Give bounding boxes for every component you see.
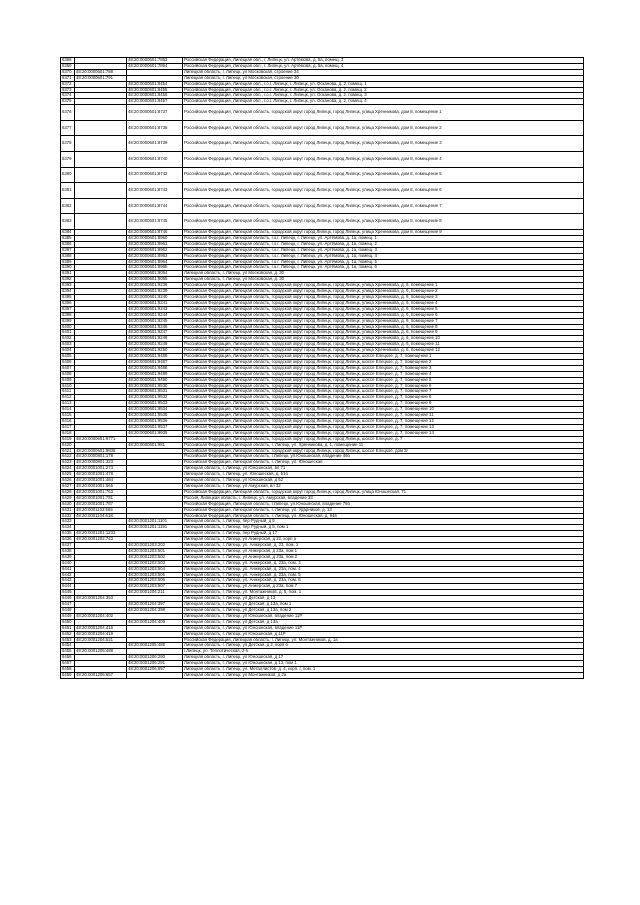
parcel-number-cell: 48:20:0000801:323 bbox=[75, 460, 127, 466]
premises-number-cell: 48:20:0000601:8737 bbox=[127, 105, 183, 121]
premises-number-cell: 48:20:0000601:9247 bbox=[127, 330, 183, 336]
row-number-cell: 6372 bbox=[61, 81, 75, 87]
premises-number-cell: 48:20:0001204:211 bbox=[127, 590, 183, 596]
address-cell: Российская Федерация, Липецкая область, городской округ город Липецк, город Липецк, улица Хренникова, д. 6, помещение 10 bbox=[183, 336, 584, 342]
parcel-number-cell bbox=[75, 152, 127, 168]
address-cell: Липецкая область, г. Липецк, ул. Юношеская, д. 51б bbox=[183, 472, 584, 478]
parcel-number-cell: 48:20:0001204:353 bbox=[75, 596, 127, 602]
premises-number-cell: 48:20:0000601:8454 bbox=[127, 81, 183, 87]
row-number-cell: 6373 bbox=[61, 87, 75, 93]
table-row bbox=[61, 167, 584, 183]
row-number-cell: 6405 bbox=[61, 354, 75, 360]
address-cell: Российская Федерация, Липецкая обл., г. Липецк, ул. Артёмова, д. 5а, помещ. 4 bbox=[183, 63, 584, 69]
premises-number-cell: 48:20:0000601:9537 bbox=[127, 424, 183, 430]
address-cell: Российская Федерация, Липецкая область, городской округ город Липецк, город Липецк, улица Хренникова, д. 6, помещение 11 bbox=[183, 342, 584, 348]
address-cell: Липецкая область, г. Липецк, ул Детская, д 13а, пом 1 bbox=[183, 602, 584, 608]
premises-number-cell: 48:20:0001203:503 bbox=[127, 560, 183, 566]
address-cell: Российская Федерация, Липецкая область, городской округ город Липецк, город Липецк, улица Хренникова, дом 8, помещение 3 bbox=[183, 136, 584, 152]
address-cell: Российская Федерация, Липецкая область, городской округ город Липецк, город Липецк, шоссе Елецкое, д. 7, помещение 12 bbox=[183, 419, 584, 425]
address-cell: Липецкая область, г. Липецк, ул Московская, д. 30 bbox=[183, 271, 584, 277]
row-number-cell: 6429 bbox=[61, 495, 75, 501]
address-cell: Липецкая область, г. Липецк, ул. Анжерская, д. 23а, пом. 6 bbox=[183, 578, 584, 584]
premises-number-cell: 48:20:0001206:290 bbox=[127, 655, 183, 661]
row-number-cell: 6444 bbox=[61, 584, 75, 590]
address-cell: Липецкая область, г. Липецк, ул Юношеская, д 17 bbox=[183, 655, 584, 661]
row-number-cell: 6439 bbox=[61, 554, 75, 560]
parcel-number-cell: 48:20:0000601:788 bbox=[75, 69, 127, 75]
address-cell: Липецкая область, г. Липецк, ул Анжерская, д 23а, пом 1 bbox=[183, 548, 584, 554]
row-number-cell: 6370 bbox=[61, 69, 75, 75]
row-number-cell: 6377 bbox=[61, 120, 75, 136]
premises-number-cell: 48:20:0000601:9605 bbox=[127, 430, 183, 436]
premises-number-cell: 48:20:0000601:9245 bbox=[127, 318, 183, 324]
premises-number-cell: 48:20:0001203:505 bbox=[127, 572, 183, 578]
parcel-number-cell bbox=[75, 105, 127, 121]
row-number-cell: 6459 bbox=[61, 672, 75, 678]
row-number-cell: 6442 bbox=[61, 572, 75, 578]
parcel-number-cell bbox=[75, 183, 127, 199]
row-number-cell: 6386 bbox=[61, 241, 75, 247]
premises-number-cell: 48:20:0000601:9238 bbox=[127, 283, 183, 289]
parcel-number-cell: 48:20:0001001:484 bbox=[75, 478, 127, 484]
row-number-cell: 6401 bbox=[61, 330, 75, 336]
row-number-cell: 6389 bbox=[61, 259, 75, 265]
address-cell: Российская Федерация, Липецкая область, городской округ город Липецк, город Липецк, улица Хренникова, д. 6, помещение 5 bbox=[183, 306, 584, 312]
row-number-cell: 6369 bbox=[61, 63, 75, 69]
address-cell: Липецкая область, г. Липецк, ул. Металлистов, д. 4, корп. г, пом. 1 bbox=[183, 667, 584, 673]
row-number-cell: 6388 bbox=[61, 253, 75, 259]
address-cell: Российская Федерация, Липецкая область, г.Липецк, ул.Юношеская, владение 46б bbox=[183, 454, 584, 460]
row-number-cell: 6379 bbox=[61, 152, 75, 168]
row-number-cell: 6371 bbox=[61, 75, 75, 81]
address-cell: Российская Федерация, Липецкая область, городской округ город Липецк, город Липецк, улица Хренникова, дом 8, помещение 9 bbox=[183, 230, 584, 236]
address-cell: Липецкая область, г. Липецк, ул Монтажников, д 2а bbox=[183, 672, 584, 678]
parcel-number-cell: 48:20:0001001:565 bbox=[75, 483, 127, 489]
address-cell: Российская Федерация, Липецкая область, городской округ город Липецк, город Липецк, шоссе Елецкое, д. 7, помещение 13 bbox=[183, 424, 584, 430]
row-number-cell: 6452 bbox=[61, 631, 75, 637]
row-number-cell: 6397 bbox=[61, 306, 75, 312]
row-number-cell: 6409 bbox=[61, 377, 75, 383]
parcel-number-cell: 48:20:0001204:521 bbox=[75, 637, 127, 643]
row-number-cell: 6435 bbox=[61, 531, 75, 537]
row-number-cell: 6398 bbox=[61, 312, 75, 318]
premises-number-cell: 48:20:0001201:1101 bbox=[127, 519, 183, 525]
address-cell: Липецкая область, г. Липецк, ул Анжерская, д 23а, пом 7 bbox=[183, 584, 584, 590]
address-cell: Российская Федерация, Липецкая область, городской округ город Липецк, город Липецк, шоссе Елецкое, д. 7, помещение 4 bbox=[183, 371, 584, 377]
row-number-cell: 6446 bbox=[61, 596, 75, 602]
address-cell: Липецкая область, г. Липецк, ул Юношеская, вл 71 bbox=[183, 466, 584, 472]
address-cell: Российская Федерация, Липецкая область, городской округ город Липецк, город Липецк, улица Хренникова, дом 8, помещение 8 bbox=[183, 214, 584, 230]
address-cell: Российская Федерация, Липецкая область, городской округ город Липецк, город Липецк, шоссе Елецкое, д. 7, помещение 1 bbox=[183, 354, 584, 360]
address-cell: Российская Федерация, Липецкая область, городской округ город Липецк, город Липецк, шоссе Елецкое, д. 7, помещение 10 bbox=[183, 407, 584, 413]
premises-number-cell: 48:20:0000601:9534 bbox=[127, 407, 183, 413]
row-number-cell: 6447 bbox=[61, 602, 75, 608]
premises-number-cell: 48:20:0000601:9248 bbox=[127, 336, 183, 342]
address-cell: Липецкая область, г. Липецк, ул Анжерская, д 23а, пом 2 bbox=[183, 554, 584, 560]
row-number-cell: 6449 bbox=[61, 613, 75, 619]
parcel-number-cell bbox=[75, 167, 127, 183]
address-cell: Липецкая область, г. Липецк, ул. Анжерская, д. 23, пом. 1 bbox=[183, 543, 584, 549]
address-cell: Российская Федерация, Липецкая область, городской округ город Липецк, город Липецк, улица Хренникова, д. 6, помещение 8 bbox=[183, 324, 584, 330]
row-number-cell: 6387 bbox=[61, 247, 75, 253]
premises-number-cell: 48:20:0000601:9490 bbox=[127, 377, 183, 383]
row-number-cell: 6454 bbox=[61, 643, 75, 649]
table-row bbox=[61, 105, 584, 121]
address-cell: Российская Федерация, Липецкая область, городской округ город Липецк, город Липецк, шоссе Елецкое, д. 7, помещение 14 bbox=[183, 430, 584, 436]
address-cell: Российская Федерация, Липецкая обл., г.о.г. Липецк, г. Липецк, ул. Осканова, д. 2, помещ. 1 bbox=[183, 81, 584, 87]
row-number-cell: 6395 bbox=[61, 294, 75, 300]
table-row bbox=[61, 120, 584, 136]
row-number-cell: 6420 bbox=[61, 442, 75, 448]
premises-number-cell: 48:20:0000601:8455 bbox=[127, 87, 183, 93]
row-number-cell: 6437 bbox=[61, 543, 75, 549]
row-number-cell: 6426 bbox=[61, 478, 75, 484]
address-cell: Российская Федерация, Липецкая область, городской округ город Липецк, город Липецк, улица Юношеская, 71 bbox=[183, 489, 584, 495]
premises-number-cell: 48:20:0000601:8965 bbox=[127, 265, 183, 271]
premises-number-cell: 48:20:0000601:8963 bbox=[127, 253, 183, 259]
address-cell: Российская Федерация, Липецкая область, городской округ город Липецк, город Липецк, улица Хренникова, д. 6, помещение 4 bbox=[183, 300, 584, 306]
parcel-number-cell bbox=[75, 198, 127, 214]
parcel-number-cell: 48:20:0000601:9771 bbox=[75, 436, 127, 442]
premises-number-cell: 48:20:0000601:8961 bbox=[127, 241, 183, 247]
address-cell: Российская Федерация, Липецкая обл., г. Липецк, ул. Артёмова, д. 5а, помещ. 3 bbox=[183, 58, 584, 64]
row-number-cell: 6376 bbox=[61, 105, 75, 121]
row-number-cell: 6380 bbox=[61, 167, 75, 183]
premises-number-cell: 48:20:0000601:8746 bbox=[127, 230, 183, 236]
premises-number-cell: 48:20:0000601:8742 bbox=[127, 167, 183, 183]
premises-number-cell: 48:20:0000601:8745 bbox=[127, 214, 183, 230]
row-number-cell: 6448 bbox=[61, 608, 75, 614]
address-cell: Российская Федерация, Липецкая область, городской округ город Липецк, город Липецк, шоссе Елецкое, д. 7, помещение 3 bbox=[183, 365, 584, 371]
row-number-cell: 6383 bbox=[61, 214, 75, 230]
row-number-cell: 6393 bbox=[61, 283, 75, 289]
row-number-cell: 6458 bbox=[61, 667, 75, 673]
parcel-number-cell: 48:20:0001001:781 bbox=[75, 495, 127, 501]
row-number-cell: 6414 bbox=[61, 407, 75, 413]
address-cell: Российская Федерация, Липецкая область, г. Липецк, ул. Юношеская, д. 64в bbox=[183, 513, 584, 519]
premises-number-cell: 48:20:0001201:1191 bbox=[127, 525, 183, 531]
row-number-cell: 6427 bbox=[61, 483, 75, 489]
premises-number-cell: 48:20:0000601:9486 bbox=[127, 354, 183, 360]
row-number-cell: 6390 bbox=[61, 265, 75, 271]
table-row bbox=[61, 136, 584, 152]
table-row bbox=[61, 198, 584, 214]
address-cell: Липецкая область, г. Липецк, ул Детская, д 2, корп б bbox=[183, 643, 584, 649]
parcel-number-cell bbox=[75, 136, 127, 152]
row-number-cell: 6424 bbox=[61, 466, 75, 472]
address-cell: Липецкая область, г. Липецк, ул. Анжерская, д. 23а, пом. 5 bbox=[183, 572, 584, 578]
parcel-number-cell: 48:20:0001001:478 bbox=[75, 472, 127, 478]
parcel-number-cell: 48:20:0001103:565 bbox=[75, 507, 127, 513]
parcel-number-cell bbox=[75, 120, 127, 136]
parcel-number-cell: 48:20:0001001:763 bbox=[75, 489, 127, 495]
premises-number-cell: 48:20:0000601:8738 bbox=[127, 120, 183, 136]
address-cell: Липецкая область, г. Липецк, ул Юношеская, владение 11Р bbox=[183, 613, 584, 619]
premises-number-cell: 48:20:0000601:9246 bbox=[127, 324, 183, 330]
premises-number-cell: 48:20:0000601:9533 bbox=[127, 401, 183, 407]
premises-number-cell: 48:20:0000601:8457 bbox=[127, 99, 183, 105]
address-cell: Российская Федерация, Липецкая область, городской округ город Липецк, город Липецк, улица Хренникова, дом 8, помещение 6 bbox=[183, 183, 584, 199]
premises-number-cell: 48:20:0000601:8743 bbox=[127, 183, 183, 199]
premises-number-cell: 48:20:0001203:506 bbox=[127, 578, 183, 584]
address-cell: Российская Федерация, Липецкая область, городской округ город Липецк, город Липецк, шоссе Елецкое, д. 7, помещение 8 bbox=[183, 395, 584, 401]
row-number-cell: 6407 bbox=[61, 365, 75, 371]
premises-number-cell: 48:20:0000601:8739 bbox=[127, 136, 183, 152]
address-cell: Липецкая область, г. Липецк, ул Московская, строение 34 bbox=[183, 69, 584, 75]
row-number-cell: 6382 bbox=[61, 198, 75, 214]
premises-number-cell: 48:20:0000601:8456 bbox=[127, 93, 183, 99]
address-cell: Липецкая область, г. Липецк, пер Рудный, д 5, пом 1 bbox=[183, 525, 584, 531]
premises-number-cell: 48:20:0000601:9241 bbox=[127, 300, 183, 306]
table-body bbox=[61, 58, 584, 679]
parcel-number-cell: 48:20:0001202:743 bbox=[75, 537, 127, 543]
address-cell: Российская Федерация, Липецкая обл., г.о.г. Липецк, г. Липецк, ул. Осканова, д. 2, помещ. 4 bbox=[183, 99, 584, 105]
address-cell: Российская Федерация, Липецкая область, городской округ город Липецк, город Липецк, шоссе Елецкое, д. 7, помещение 7 bbox=[183, 389, 584, 395]
row-number-cell: 6410 bbox=[61, 383, 75, 389]
premises-number-cell: 48:20:0000601:8964 bbox=[127, 259, 183, 265]
address-cell: Липецкая область, г. Липецк, ул Детская, д 13 bbox=[183, 596, 584, 602]
address-cell: Липецкая область, г. Липецк, ул Юношеская, д 13, пом 1 bbox=[183, 661, 584, 667]
address-cell: Российская Федерация, Липецкая область, г. Липецк, ул. Юношеская bbox=[183, 460, 584, 466]
premises-number-cell: 48:20:0000601:8740 bbox=[127, 152, 183, 168]
row-number-cell: 6456 bbox=[61, 655, 75, 661]
address-cell: Российская Федерация, Липецкая область, городской округ город Липецк, город Липецк, улица Хренникова, дом 8, помещение 4 bbox=[183, 152, 584, 168]
address-cell: Российская Федерация, Липецкая область, городской округ город Липецк, город Липецк, улица Хренникова, дом 8, помещение 7 bbox=[183, 198, 584, 214]
row-number-cell: 6392 bbox=[61, 277, 75, 283]
address-cell: Липецкая область, г. Липецк, ул. Анжерская, д. 23а, пом. 4 bbox=[183, 566, 584, 572]
parcel-number-cell: 48:20:0001104:618 bbox=[75, 513, 127, 519]
premises-number-cell: 48:20:0000601:9249 bbox=[127, 342, 183, 348]
property-register-table bbox=[60, 57, 584, 679]
address-cell: Липецкая область, г. Липецк, ул Юношеская, владение 11Р bbox=[183, 625, 584, 631]
premises-number-cell: 48:20:0000601:9531 bbox=[127, 389, 183, 395]
address-cell: Липецкая область, г. Липецк, пер Рудный, д 5 bbox=[183, 519, 584, 525]
row-number-cell: 6417 bbox=[61, 424, 75, 430]
address-cell: Российская Федерация, Липецкая область, городской округ город Липецк, город Липецк, улица Хренникова, д. 6, помещение 6 bbox=[183, 312, 584, 318]
premises-number-cell: 48:20:0000601:8962 bbox=[127, 247, 183, 253]
row-number-cell: 6413 bbox=[61, 401, 75, 407]
premises-number-cell: 48:20:0001206:657 bbox=[127, 667, 183, 673]
address-cell: Россия, Липецкая область, г. Липецк, ул. Амурская, владение 33 bbox=[183, 495, 584, 501]
premises-number-cell: 48:20:0001204:409 bbox=[127, 619, 183, 625]
row-number-cell: 6422 bbox=[61, 454, 75, 460]
address-cell: Российская Федерация, Липецкая область, городской округ город Липецк, город Липецк, улица Хренникова, дом 8, помещение 2 bbox=[183, 120, 584, 136]
address-cell: г.Липецк, ул. Теплотическая, 2-б bbox=[183, 649, 584, 655]
address-cell: Российская Федерация, Липецкая область, г.Липецк, ул.Юношеская, владение 75б bbox=[183, 501, 584, 507]
row-number-cell: 6432 bbox=[61, 513, 75, 519]
address-cell: Российская Федерация, Липецкая область, городской округ город Липецк, город Липецк, шоссе Елецкое, д. 7 bbox=[183, 436, 584, 442]
row-number-cell: 6453 bbox=[61, 637, 75, 643]
premises-number-cell: 48:20:0000601:7864 bbox=[127, 63, 183, 69]
row-number-cell: 6443 bbox=[61, 578, 75, 584]
premises-number-cell: 48:20:0001206:291 bbox=[127, 661, 183, 667]
address-cell: Липецкая область, г. Липецк, ул Московская, строение 30 bbox=[183, 75, 584, 81]
parcel-number-cell: 48:20:0000801:178 bbox=[75, 454, 127, 460]
premises-number-cell: 48:20:0001204:397 bbox=[127, 602, 183, 608]
address-cell: Российская Федерация, Липецкая область, г.о.г. Липецк, г. Липецк, ул. Артёмова, д. 1а, помещ. 2 bbox=[183, 241, 584, 247]
row-number-cell: 6451 bbox=[61, 625, 75, 631]
row-number-cell: 6436 bbox=[61, 537, 75, 543]
table-row bbox=[61, 152, 584, 168]
premises-number-cell: 48:20:0001203:504 bbox=[127, 566, 183, 572]
row-number-cell: 6403 bbox=[61, 342, 75, 348]
address-cell: Липецкая область, г. Липецк, ул Детская, д 13а, пом 2 bbox=[183, 608, 584, 614]
premises-number-cell: 48:20:0000601:9487 bbox=[127, 359, 183, 365]
parcel-number-cell: 48:20:0001204:416 bbox=[75, 625, 127, 631]
row-number-cell: 6440 bbox=[61, 560, 75, 566]
row-number-cell: 6438 bbox=[61, 548, 75, 554]
premises-number-cell: 48:20:0000601:7863 bbox=[127, 58, 183, 64]
address-cell: Российская Федерация, Липецкая область, городской округ город Липецк, город Липецк, шоссе Елецкое, д. 7, помещение 5 bbox=[183, 377, 584, 383]
address-cell: Российская Федерация, Липецкая обл., г.о.г. Липецк, г. Липецк, ул. Осканова, д. 2, помещ. 3 bbox=[183, 93, 584, 99]
address-cell: Липецкая область, г. Липецк, ул. Монтажников, д. 5, пом. 1 bbox=[183, 590, 584, 596]
row-number-cell: 6381 bbox=[61, 183, 75, 199]
row-number-cell: 6416 bbox=[61, 419, 75, 425]
row-number-cell: 6374 bbox=[61, 93, 75, 99]
address-cell: Российская Федерация, Липецкая область, г.о.г. Липецк, г. Липецк, ул. Артёмова, д. 1а, помещ. 6 bbox=[183, 265, 584, 271]
address-cell: Российская Федерация, Липецкая область, г. Липецк, ул. Ударников, д. 13 bbox=[183, 507, 584, 513]
parcel-number-cell: 48:20:0001205:488 bbox=[75, 649, 127, 655]
address-cell: Российская Федерация, Липецкая область, городской округ город Липецк, город Липецк, шоссе Елецкое, д. 7, помещение 9 bbox=[183, 401, 584, 407]
row-number-cell: 6425 bbox=[61, 472, 75, 478]
address-cell: Российская Федерация, Липецкая область, городской округ город Липецк, город Липецк, улица Хренникова, д. 6, помещение 3 bbox=[183, 294, 584, 300]
row-number-cell: 6428 bbox=[61, 489, 75, 495]
premises-number-cell: 48:20:0000601:9535 bbox=[127, 413, 183, 419]
table-row bbox=[61, 183, 584, 199]
row-number-cell: 6378 bbox=[61, 136, 75, 152]
premises-number-cell: 48:20:0000601:9243 bbox=[127, 306, 183, 312]
premises-number-cell bbox=[127, 672, 183, 678]
row-number-cell: 6457 bbox=[61, 661, 75, 667]
table-row bbox=[61, 214, 584, 230]
parcel-number-cell: 48:20:0001201:1233 bbox=[75, 531, 127, 537]
address-cell: Липецкая область, г. Липецк, ул Анжерская, д 22, корп а bbox=[183, 537, 584, 543]
row-number-cell: 6400 bbox=[61, 324, 75, 330]
row-number-cell: 6418 bbox=[61, 430, 75, 436]
row-number-cell: 6391 bbox=[61, 271, 75, 277]
address-cell: Липецкая область, г. Липецк, ул. Анжерская, д. 23а, пом. 3 bbox=[183, 560, 584, 566]
row-number-cell: 6421 bbox=[61, 448, 75, 454]
address-cell: Российская Федерация, Липецкая область, городской округ город Липецк, город Липецк, улица Хренникова, д. 6, помещение 1 bbox=[183, 283, 584, 289]
address-cell: Российская Федерация, Липецкая область, городской округ город Липецк, город Липецк, шоссе Елецкое, д. 7, помещение 2 bbox=[183, 359, 584, 365]
address-cell: Липецкая область, г. Липецк, ул Детская, д 13а bbox=[183, 619, 584, 625]
address-cell: Российская Федерация, Липецкая область, городской округ город Липецк, город Липецк, улица Хренникова, дом 8, помещение 1 bbox=[183, 105, 584, 121]
address-cell: Липецкая область, г. Липецк, пер Рудный, д 17 bbox=[183, 531, 584, 537]
premises-number-cell: 48:20:0001203:501 bbox=[127, 548, 183, 554]
row-number-cell: 6434 bbox=[61, 525, 75, 531]
row-number-cell: 6385 bbox=[61, 235, 75, 241]
row-number-cell: 6384 bbox=[61, 230, 75, 236]
address-cell: Российская Федерация, Липецкая область, г.о.г. Липецк, г. Липецк, ул. Артёмова, д. 1а, помещ. 5 bbox=[183, 259, 584, 265]
parcel-number-cell: 48:20:0000601:9836 bbox=[75, 448, 127, 454]
premises-number-cell: 48:20:0001203:202 bbox=[127, 543, 183, 549]
row-number-cell: 6441 bbox=[61, 566, 75, 572]
row-number-cell: 6399 bbox=[61, 318, 75, 324]
premises-number-cell: 48:20:0000601:8744 bbox=[127, 198, 183, 214]
row-number-cell: 6423 bbox=[61, 460, 75, 466]
premises-number-cell: 48:20:0000601:9055 bbox=[127, 277, 183, 283]
address-cell: Российская Федерация, Липецкая область, городской округ город Липецк, город Липецк, улица Хренникова, д. 6, помещение 9 bbox=[183, 330, 584, 336]
row-number-cell: 6406 bbox=[61, 359, 75, 365]
table-row bbox=[61, 672, 584, 678]
address-cell: Российская Федерация, Липецкая область, городской округ город Липецк, город Липецк, улица Хренникова, д. 6, помещение 7 bbox=[183, 318, 584, 324]
address-cell: Российская Федерация, Липецкая область, городской округ город Липецк, город Липецк, улица Хренникова, д. 6, помещение 12 bbox=[183, 348, 584, 354]
address-cell: Российская Федерация, Липецкая область, г. Липецк, ул. Монтажников, д. 1а bbox=[183, 637, 584, 643]
address-cell: Российская Федерация, Липецкая область, г.о.г. Липецк, г. Липецк, ул. Артёмова, д. 1а, помещ. 3 bbox=[183, 247, 584, 253]
address-cell: Российская Федерация, Липецкая область, городской округ город Липецк, город Липецк, улица Хренникова, дом 8, помещение 5 bbox=[183, 167, 584, 183]
premises-number-cell: 48:20:0000601:8960 bbox=[127, 235, 183, 241]
premises-number-cell: 48:20:0000601:9240 bbox=[127, 294, 183, 300]
row-number-cell: 6455 bbox=[61, 649, 75, 655]
parcel-number-cell: 48:20:0001206:657 bbox=[75, 672, 127, 678]
address-cell: Липецкая область, г. Липецк, ул Московская, д. 30 bbox=[183, 277, 584, 283]
premises-number-cell: 48:20:0001203:502 bbox=[127, 554, 183, 560]
address-cell: Российская Федерация, Липецкая область, городской округ город Липецк, город Липецк, шоссе Елецкое, д. 7, помещение 11 bbox=[183, 413, 584, 419]
premises-number-cell: 48:20:0000601:9054 bbox=[127, 271, 183, 277]
address-cell: Липецкая область, г. Липецк, ул Амурская, вл 32 bbox=[183, 483, 584, 489]
parcel-number-cell: 48:20:0001001:787 bbox=[75, 501, 127, 507]
row-number-cell: 6394 bbox=[61, 289, 75, 295]
premises-number-cell: 48:20:0000601:9489 bbox=[127, 371, 183, 377]
row-number-cell: 6419 bbox=[61, 436, 75, 442]
premises-number-cell: 48:20:0000601:9239 bbox=[127, 289, 183, 295]
row-number-cell: 6430 bbox=[61, 501, 75, 507]
address-cell: Липецкая область, г. Липецк, ул Юношеская, д 52 bbox=[183, 478, 584, 484]
row-number-cell: 6396 bbox=[61, 300, 75, 306]
address-cell: Российская Федерация, Липецкая область, г.о.г. Липецк, г. Липецк, ул. Артёмова, д. 1а, помещ. 4 bbox=[183, 253, 584, 259]
row-number-cell: 6404 bbox=[61, 348, 75, 354]
row-number-cell: 6412 bbox=[61, 395, 75, 401]
premises-number-cell: 48:20:0000601:9536 bbox=[127, 419, 183, 425]
address-cell: Российская Федерация, Липецкая область, г. Липецк, ул. Хренникова, д. 1, помещение 11 bbox=[183, 442, 584, 448]
parcel-number-cell bbox=[75, 214, 127, 230]
premises-number-cell: 48:20:0000601:9244 bbox=[127, 312, 183, 318]
premises-number-cell: 48:20:0001204:398 bbox=[127, 608, 183, 614]
parcel-number-cell: 48:20:0001001:273 bbox=[75, 466, 127, 472]
parcel-number-cell: 48:20:0001204:419 bbox=[75, 631, 127, 637]
address-cell: Липецкая область, г. Липецк, ул Юношеская, д 11Р bbox=[183, 631, 584, 637]
premises-number-cell: 48:20:0000601:9488 bbox=[127, 365, 183, 371]
premises-number-cell: 48:20:0001205:486 bbox=[127, 643, 183, 649]
address-cell: Российская Федерация, Липецкая область, г.о.г. Липецк, г. Липецк, ул. Артёмова, д. 1а, помещ. 1 bbox=[183, 235, 584, 241]
row-number-cell: 6411 bbox=[61, 389, 75, 395]
premises-number-cell: 48:20:0000601:981 bbox=[127, 442, 183, 448]
premises-number-cell: 48:20:0001203:507 bbox=[127, 584, 183, 590]
parcel-number-cell: 48:20:0000601:791 bbox=[75, 75, 127, 81]
address-cell: Российская Федерация, Липецкая область, городской округ город Липецк, город Липецк, шоссе Елецкое, д. 7, помещение 6 bbox=[183, 383, 584, 389]
premises-number-cell: 48:20:0000601:9250 bbox=[127, 348, 183, 354]
row-number-cell: 6445 bbox=[61, 590, 75, 596]
address-cell: Российская Федерация, Липецкая обл., г.о.г. Липецк, г. Липецк, ул. Осканова, д. 2, помещ. 2 bbox=[183, 87, 584, 93]
row-number-cell: 6368 bbox=[61, 58, 75, 64]
row-number-cell: 6408 bbox=[61, 371, 75, 377]
row-number-cell: 6431 bbox=[61, 507, 75, 513]
parcel-number-cell: 48:20:0001204:402 bbox=[75, 613, 127, 619]
row-number-cell: 6415 bbox=[61, 413, 75, 419]
row-number-cell: 6402 bbox=[61, 336, 75, 342]
row-number-cell: 6450 bbox=[61, 619, 75, 625]
premises-number-cell: 48:20:0000601:9530 bbox=[127, 383, 183, 389]
address-cell: Российская Федерация, Липецкая область, городской округ город Липецк, город Липецк, шоссе Елецкое, дом 3/ bbox=[183, 448, 584, 454]
premises-number-cell: 48:20:0000601:9532 bbox=[127, 395, 183, 401]
row-number-cell: 6433 bbox=[61, 519, 75, 525]
address-cell: Российская Федерация, Липецкая область, городской округ город Липецк, город Липецк, улица Хренникова, д. 6, помещение 2 bbox=[183, 289, 584, 295]
row-number-cell: 6375 bbox=[61, 99, 75, 105]
